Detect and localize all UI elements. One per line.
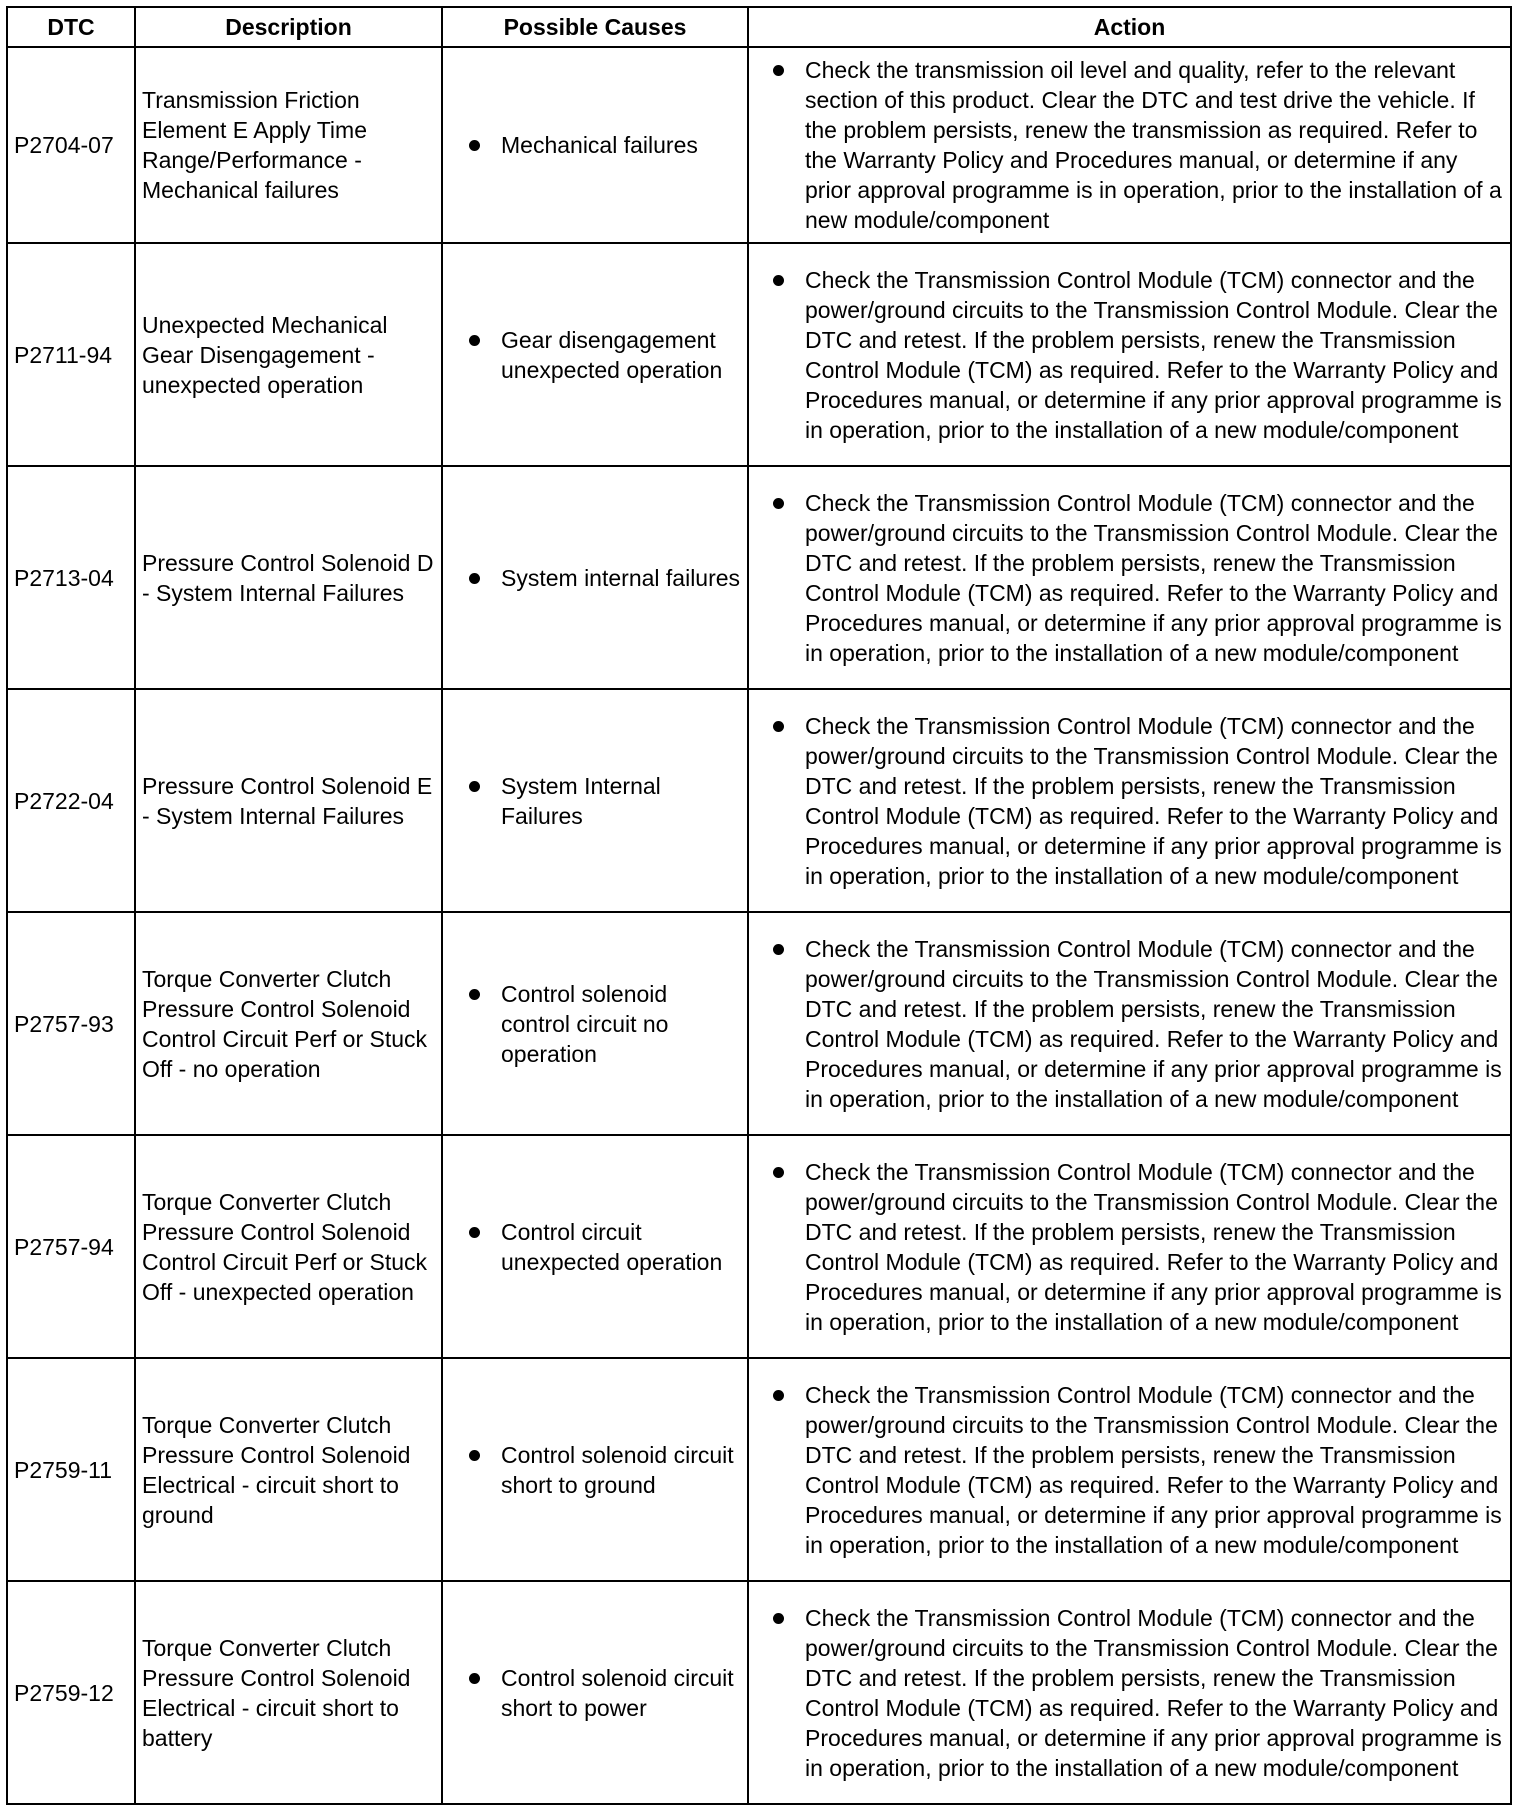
action-text: Check the Transmission Control Module (TCM) connector and the power/ground circuits to the Transmission Control Module. Clear the DTC and retest. If the problem persists, renew the Transmission Control Module (TCM) as required. Refer to the Warranty Policy and Procedures manual, or determine if any prior approval programme is in operation, prior to the installation of a new module/component — [805, 1604, 1502, 1781]
cause-cell — [442, 689, 748, 912]
table-header-row — [7, 7, 1511, 47]
dtc-code: P2713-04 — [7, 466, 135, 689]
dtc-code: P2757-94 — [7, 1135, 135, 1358]
header-possible-causes: Possible Causes — [442, 7, 748, 47]
bullet-icon — [773, 275, 784, 286]
bullet-icon — [773, 498, 784, 509]
cause-cell — [442, 466, 748, 689]
description-cell: Torque Converter Clutch Pressure Control Solenoid Control Circuit Perf or Stuck Off - no operation — [135, 912, 442, 1135]
dtc-code: P2757-93 — [7, 912, 135, 1135]
action-cell — [748, 912, 1511, 1135]
bullet-icon — [469, 1450, 480, 1461]
bullet-icon — [469, 1673, 480, 1684]
bullet-icon — [469, 781, 480, 792]
action-cell — [748, 1135, 1511, 1358]
cause-text: System internal failures — [501, 564, 741, 591]
description-cell: Pressure Control Solenoid D - System Internal Failures — [135, 466, 442, 689]
header-action: Action — [748, 7, 1511, 47]
header-dtc: DTC — [7, 7, 135, 47]
header-description: Description — [135, 7, 442, 47]
action-text: Check the Transmission Control Module (TCM) connector and the power/ground circuits to the Transmission Control Module. Clear the DTC and retest. If the problem persists, renew the Transmission Control Module (TCM) as required. Refer to the Warranty Policy and Procedures manual, or determine if any prior approval programme is in operation, prior to the installation of a new module/component — [805, 935, 1502, 1112]
action-cell — [748, 689, 1511, 912]
description-cell: Transmission Friction Element E Apply Time Range/Performance - Mechanical failures — [135, 47, 442, 243]
bullet-icon — [773, 721, 784, 732]
cause-text: Control solenoid control circuit no operation — [501, 980, 669, 1067]
table-row — [7, 1135, 1511, 1358]
table-row — [7, 466, 1511, 689]
cause-text: Gear disengagement unexpected operation — [501, 326, 723, 383]
table-row — [7, 47, 1511, 243]
bullet-icon — [773, 65, 784, 76]
bullet-icon — [773, 1390, 784, 1401]
description-cell: Torque Converter Clutch Pressure Control Solenoid Electrical - circuit short to ground — [135, 1358, 442, 1581]
action-text: Check the Transmission Control Module (TCM) connector and the power/ground circuits to the Transmission Control Module. Clear the DTC and retest. If the problem persists, renew the Transmission Control Module (TCM) as required. Refer to the Warranty Policy and Procedures manual, or determine if any prior approval programme is in operation, prior to the installation of a new module/component — [805, 712, 1502, 889]
table-row — [7, 689, 1511, 912]
cause-cell — [442, 1581, 748, 1804]
dtc-table — [6, 6, 1512, 1805]
table-row — [7, 912, 1511, 1135]
table-row — [7, 1581, 1511, 1804]
description-cell: Torque Converter Clutch Pressure Control Solenoid Electrical - circuit short to battery — [135, 1581, 442, 1804]
action-text: Check the Transmission Control Module (TCM) connector and the power/ground circuits to the Transmission Control Module. Clear the DTC and retest. If the problem persists, renew the Transmission Control Module (TCM) as required. Refer to the Warranty Policy and Procedures manual, or determine if any prior approval programme is in operation, prior to the installation of a new module/component — [805, 266, 1502, 443]
cause-cell — [442, 243, 748, 466]
action-cell — [748, 1358, 1511, 1581]
description-cell: Torque Converter Clutch Pressure Control Solenoid Control Circuit Perf or Stuck Off - unexpected operation — [135, 1135, 442, 1358]
cause-text: System Internal Failures — [501, 772, 661, 829]
table-row — [7, 243, 1511, 466]
action-text: Check the Transmission Control Module (TCM) connector and the power/ground circuits to the Transmission Control Module. Clear the DTC and retest. If the problem persists, renew the Transmission Control Module (TCM) as required. Refer to the Warranty Policy and Procedures manual, or determine if any prior approval programme is in operation, prior to the installation of a new module/component — [805, 1158, 1502, 1335]
action-cell — [748, 243, 1511, 466]
bullet-icon — [469, 1227, 480, 1238]
cause-text: Control solenoid circuit short to ground — [501, 1441, 734, 1498]
cause-cell — [442, 1135, 748, 1358]
cause-cell — [442, 47, 748, 243]
action-text: Check the Transmission Control Module (TCM) connector and the power/ground circuits to the Transmission Control Module. Clear the DTC and retest. If the problem persists, renew the Transmission Control Module (TCM) as required. Refer to the Warranty Policy and Procedures manual, or determine if any prior approval programme is in operation, prior to the installation of a new module/component — [805, 1381, 1502, 1558]
cause-text: Mechanical failures — [501, 132, 698, 158]
dtc-code: P2759-12 — [7, 1581, 135, 1804]
dtc-code: P2722-04 — [7, 689, 135, 912]
description-cell: Pressure Control Solenoid E - System Internal Failures — [135, 689, 442, 912]
action-text: Check the transmission oil level and quality, refer to the relevant section of this product. Clear the DTC and test drive the vehicle. If the problem persists, renew the transmission as required. Refer to the Warranty Policy and Procedures manual, or determine if any prior approval programme is in operation, prior to the installation of a new module/component — [805, 57, 1502, 233]
cause-text: Control circuit unexpected operation — [501, 1218, 723, 1275]
action-text: Check the Transmission Control Module (TCM) connector and the power/ground circuits to the Transmission Control Module. Clear the DTC and retest. If the problem persists, renew the Transmission Control Module (TCM) as required. Refer to the Warranty Policy and Procedures manual, or determine if any prior approval programme is in operation, prior to the installation of a new module/component — [805, 489, 1502, 666]
bullet-icon — [773, 1613, 784, 1624]
action-cell — [748, 1581, 1511, 1804]
table-row — [7, 1358, 1511, 1581]
bullet-icon — [773, 944, 784, 955]
bullet-icon — [469, 140, 480, 151]
bullet-icon — [469, 989, 480, 1000]
cause-cell — [442, 1358, 748, 1581]
bullet-icon — [773, 1167, 784, 1178]
bullet-icon — [469, 335, 480, 346]
cause-cell — [442, 912, 748, 1135]
dtc-code: P2704-07 — [7, 47, 135, 243]
dtc-code: P2759-11 — [7, 1358, 135, 1581]
dtc-code: P2711-94 — [7, 243, 135, 466]
bullet-icon — [469, 573, 480, 584]
cause-text: Control solenoid circuit short to power — [501, 1664, 734, 1721]
action-cell — [748, 47, 1511, 243]
description-cell: Unexpected Mechanical Gear Disengagement - unexpected operation — [135, 243, 442, 466]
action-cell — [748, 466, 1511, 689]
